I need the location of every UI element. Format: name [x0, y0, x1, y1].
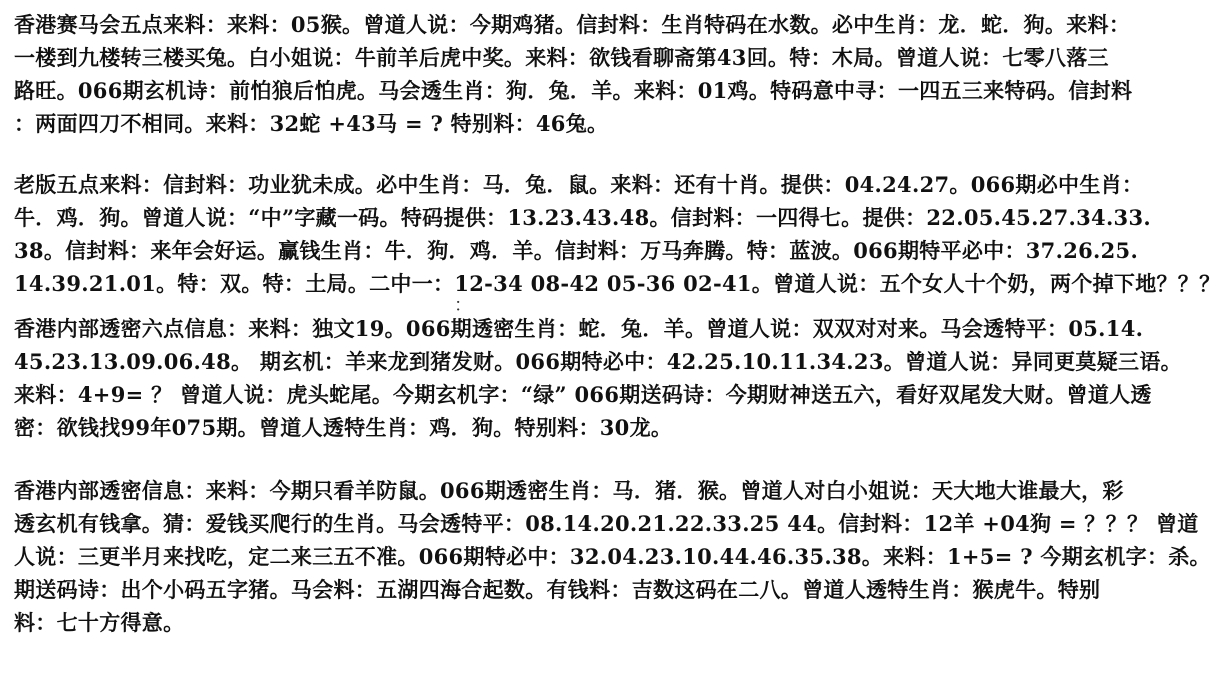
text-line: 路旺。066期玄机诗：前怕狼后怕虎。马会透生肖：狗．兔．羊。来料：01鸡。特码意中寻：一四五三来特码。信封料 — [14, 78, 1133, 103]
text-line: 香港内部透密六点信息：来料：独文19。066期透密生肖：蛇．兔．羊。曾道人说：双双对对来。马会透特平：05.14. — [14, 316, 1144, 341]
text-line: 香港赛马会五点来料：来料：05猴。曾道人说：今期鸡猪。信封料：生肖特码在水数。必中生肖：龙．蛇．狗。来料： — [14, 12, 1131, 37]
text-line: 期送码诗：出个小码五字猪。马会料：五湖四海合起数。有钱料：吉数这码在二八。曾道人透特生肖：猴虎牛。特别 — [14, 577, 1101, 602]
text-line: 透玄机有钱拿。猜：爱钱买爬行的生肖。马会透特平：08.14.20.21.22.33.25 44。信封料：12羊 +04狗 = ？？？ 曾道 — [14, 511, 1199, 536]
section-old-edition-five-oclock — [14, 168, 1220, 300]
section-hk-internal-info — [14, 474, 1211, 639]
section-spacer — [14, 140, 1062, 168]
text-line: 香港内部透密信息：来料：今期只看羊防鼠。066期透密生肖：马．猪．猴。曾道人对白小姐说：天大地大谁最大，彩 — [14, 478, 1124, 503]
text-line: 牛．鸡．狗。曾道人说：“中”字藏一码。特码提供：13.23.43.48。信封料：一四得七。提供：22.05.45.27.34.33. — [14, 205, 1151, 230]
text-line: 14.39.21.01。特：双。特：土局。二中一：12-34 08-42 05-36 02-41。曾道人说：五个女人十个奶，两个掉下地？？？ — [14, 271, 1220, 296]
text-line: 料：七十方得意。 — [14, 610, 185, 635]
text-line: 38。信封料：来年会好运。赢钱生肖：牛．狗．鸡．羊。信封料：万马奔腾。特：蓝波。066期特平必中：37.26.25. — [14, 238, 1139, 263]
text-line: 密：欲钱找99年075期。曾道人透特生肖：鸡．狗。特别料：30龙。 — [14, 415, 673, 440]
text-line: 人说：三更半月来找吃，定二来三五不准。066期特必中：32.04.23.10.44.46.35.38。来料：1+5= ? 今期玄机字：杀。 — [14, 544, 1211, 569]
section-hk-jockey-five-oclock — [14, 8, 1133, 140]
section-spacer — [14, 444, 1062, 474]
text-line: 来料：4+9= ？ 曾道人说：虎头蛇尾。今期玄机字：“绿” 066期送码诗：今期财神送五六，看好双尾发大财。曾道人透 — [14, 382, 1152, 407]
text-line: 老版五点来料：信封料：功业犹未成。必中生肖：马．兔．鼠。来料：还有十肖。提供：04.24.27。066期必中生肖： — [14, 172, 1144, 197]
text-line: 一楼到九楼转三楼买兔。白小姐说：牛前羊后虎中奖。来料：欲钱看聊斋第43回。特：木局。曾道人说：七零八落三 — [14, 45, 1109, 70]
section-hk-internal-six-oclock — [14, 312, 1182, 444]
text-line: 45.23.13.09.06.48。 期玄机：羊来龙到猪发财。066期特必中：42.25.10.11.34.23。曾道人说：异同更莫疑三语。 — [14, 349, 1182, 374]
text-line: ：两面四刀不相同。来料：32蛇 +43马 = ? 特别料：46兔。 — [14, 111, 609, 136]
stray-mark: ： — [454, 295, 472, 316]
